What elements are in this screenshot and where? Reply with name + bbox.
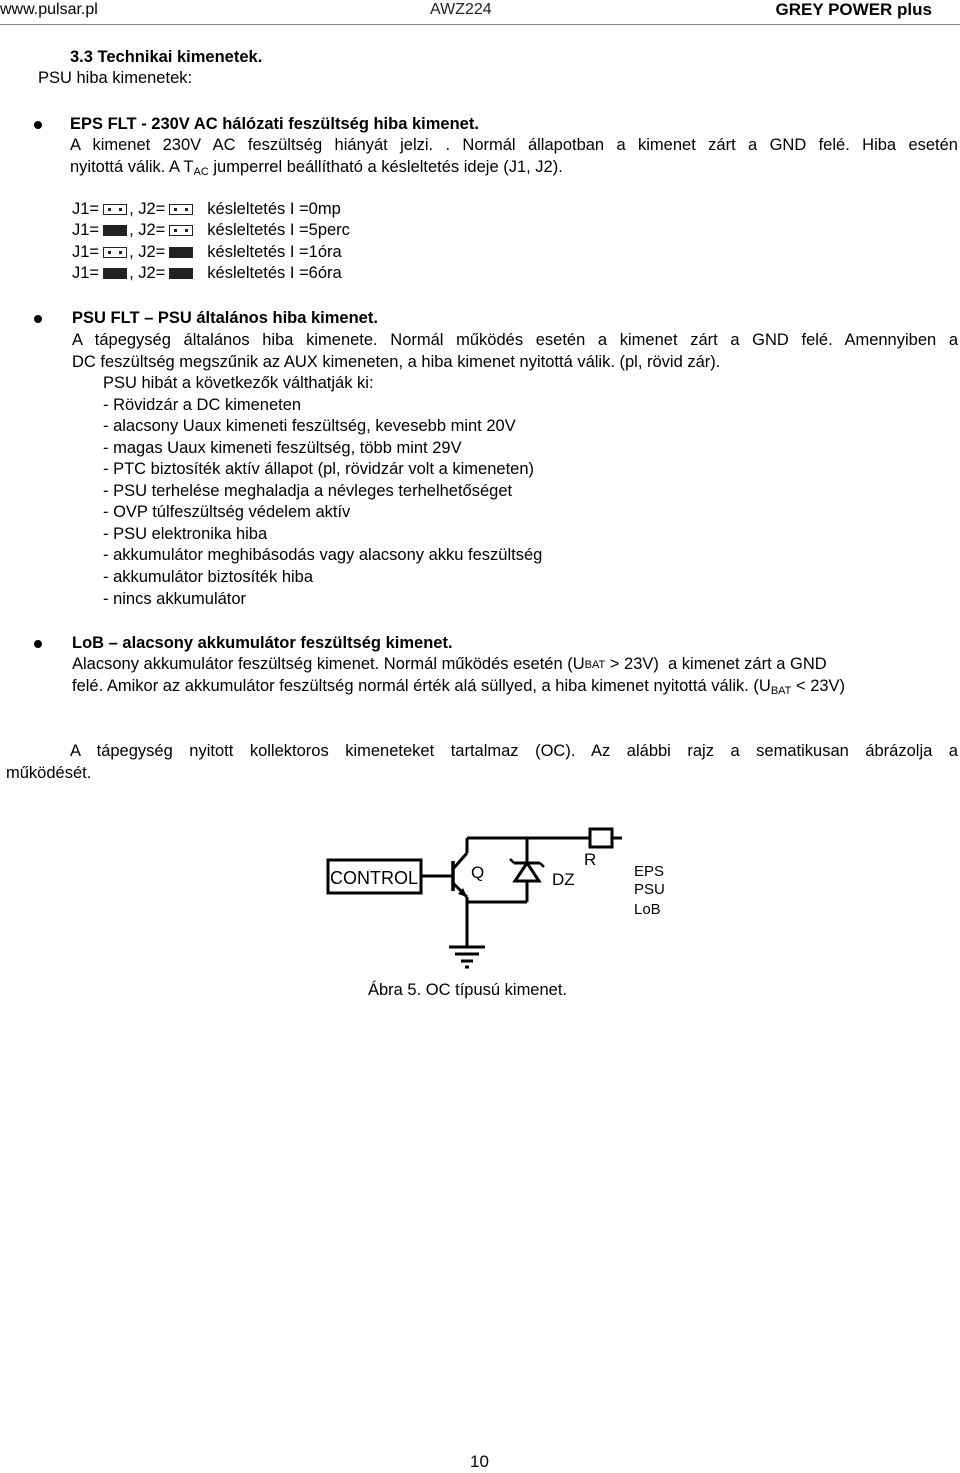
header-product: GREY POWER plus [775,0,932,19]
r-label: R [584,850,597,869]
jumper-open-icon [103,247,127,258]
figure-caption: Ábra 5. OC típusú kimenet. [368,981,568,999]
jumper-row: J1= , J2= késleltetés I =0mp [72,200,341,218]
bullet-icon [34,640,42,648]
cause-item: - nincs akkumulátor [103,590,247,608]
psu-line2: DC feszültség megszűnik az AUX kimeneten, a hiba kimenet nyitottá válik. (pl, rövid zár). [72,353,721,371]
psu-intro: PSU hibát a következők válthatják ki: [103,374,374,392]
eps-line2: nyitottá válik. A $T_{AC}$ jumperrel beállítható a késleltetés ideje (J1, J2). [70,158,563,178]
oc-circuit-diagram [322,823,672,977]
cause-item: - OVP túlfeszültség védelem aktív [103,503,351,521]
jumper-closed-icon [103,268,127,279]
section-subtitle: PSU hiba kimenetek: [38,69,193,87]
cause-item: - PSU terhelése meghaladja a névleges terhelhetőséget [103,482,513,500]
cause-item: - PSU elektronika hiba [103,525,268,543]
bullet-icon [34,121,42,129]
psu-heading: PSU FLT – PSU általános hiba kimenet. [72,309,378,327]
oc-line2: működését. [6,764,92,782]
dz-label: DZ [552,870,575,889]
q-label: Q [471,863,485,882]
jumper-open-icon [169,225,193,236]
cause-item: - magas Uaux kimeneti feszültség, több mint 29V [103,439,462,457]
oc-line1: A tápegység nyitott kollektoros kimeneteket tartalmaz (OC). Az alábbi rajz a sematikusan ábrázolja a [70,742,958,760]
lob-heading: LoB – alacsony akkumulátor feszültség kimenet. [72,634,453,652]
header-divider [0,24,960,25]
resistor-R [590,829,612,847]
jumper-row: J1= , J2= késleltetés I =6óra [72,264,342,282]
output-label-psu: PSU [634,881,665,898]
cause-item: - akkumulátor meghibásodás vagy alacsony akku feszültség [103,546,543,564]
eps-heading: EPS FLT - 230V AC hálózati feszültség hiba kimenet. [70,115,479,133]
bullet-icon [34,315,42,323]
jumper-row: J1= , J2= késleltetés I =5perc [72,221,350,239]
jumper-closed-icon [103,225,127,236]
jumper-open-icon [103,204,127,215]
header-model: AWZ224 [430,1,492,18]
jumper-closed-icon [169,268,193,279]
control-label: CONTROL [329,868,419,888]
jumper-open-icon [169,204,193,215]
output-label-lob: LoB [634,901,661,918]
jumper-closed-icon [169,247,193,258]
section-title: 3.3 Technikai kimenetek. [70,48,263,66]
eps-line1: A kimenet 230V AC feszültség hiányát jelzi. . Normál állapotban a kimenet zárt a GND felé. Hiba esetén [70,136,958,154]
lob-line1: Alacsony akkumulátor feszültség kimenet. Normál működés esetén (U $_{BAT}$ > 23V) a kimenet zárt a GND [72,655,827,673]
psu-line1: A tápegység általános hiba kimenete. Normál működés esetén a kimenet zárt a GND felé. Amennyiben a [72,331,958,349]
header-site: www.pulsar.pl [0,1,98,18]
cause-item: - Rövidzár a DC kimeneten [103,396,302,414]
cause-item: - akkumulátor biztosíték hiba [103,568,314,586]
lob-line2: felé. Amikor az akkumulátor feszültség normál érték alá süllyed, a hiba kimenet nyitottá válik. $(U_{BAT} < 23V)$ [72,677,846,697]
output-label-eps: EPS [634,863,665,880]
page-number: 10 [470,1452,489,1471]
jumper-row: J1= , J2= késleltetés I =1óra [72,243,342,261]
cause-item: - alacsony Uaux kimeneti feszültség, kevesebb mint 20V [103,417,516,435]
cause-item: - PTC biztosíték aktív állapot (pl, rövidzár volt a kimeneten) [103,460,534,478]
